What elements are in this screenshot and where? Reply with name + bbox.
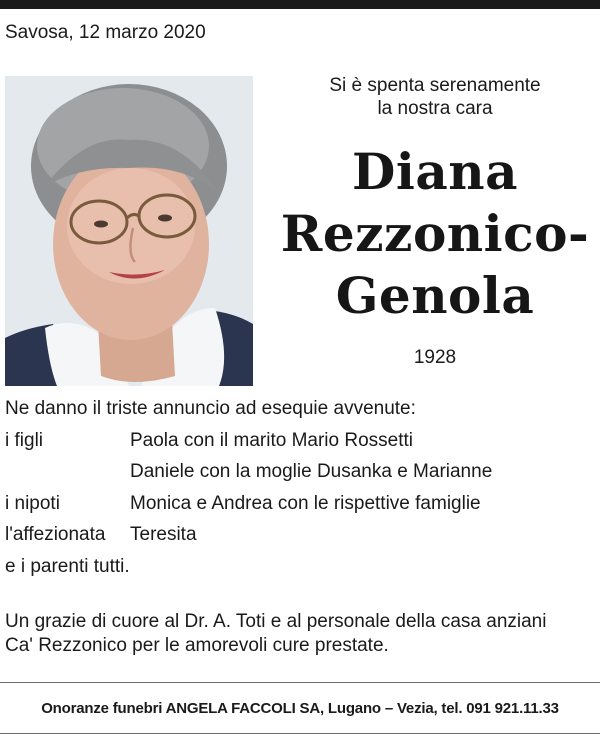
relative-label-parenti: e i parenti tutti.: [5, 556, 130, 577]
place-date: Savosa, 12 marzo 2020: [5, 22, 206, 43]
relative-names-daniele: Daniele con la moglie Dusanka e Marianne: [130, 461, 493, 482]
deceased-name-line-2: Rezzonico-: [280, 204, 590, 263]
relative-label-affezionata: l'affezionata: [5, 524, 106, 545]
footer-divider-bottom: [0, 733, 600, 734]
relative-names-affezionata: Teresita: [130, 524, 197, 545]
thanks-line-2: Ca' Rezzonico per le amorevoli cure prestate.: [5, 635, 389, 656]
footer-divider-top: [0, 682, 600, 683]
top-rule: [0, 0, 600, 9]
deceased-name-line-1: Diana: [351, 142, 518, 201]
deceased-name-line-3: Genola: [335, 266, 535, 325]
thanks-line-1: Un grazie di cuore al Dr. A. Toti e al personale della casa anziani: [5, 611, 547, 632]
relative-label-nipoti: i nipoti: [5, 493, 60, 514]
portrait-photo: [5, 76, 253, 386]
birth-year: 1928: [413, 347, 457, 368]
relative-label-figli: i figli: [5, 430, 44, 451]
relative-names-nipoti: Monica e Andrea con le rispettive famiglie: [130, 493, 481, 514]
funeral-home-footer: Onoranze funebri ANGELA FACCOLI SA, Lugano – Vezia, tel. 091 921.11.33: [41, 700, 559, 717]
relative-names-figli: Paola con il marito Mario Rossetti: [130, 430, 413, 451]
announcement-text: Ne danno il triste annuncio ad esequie avvenute:: [5, 398, 416, 419]
intro-line-2: la nostra cara: [377, 98, 493, 119]
intro-line-1: Si è spenta serenamente: [329, 75, 541, 96]
